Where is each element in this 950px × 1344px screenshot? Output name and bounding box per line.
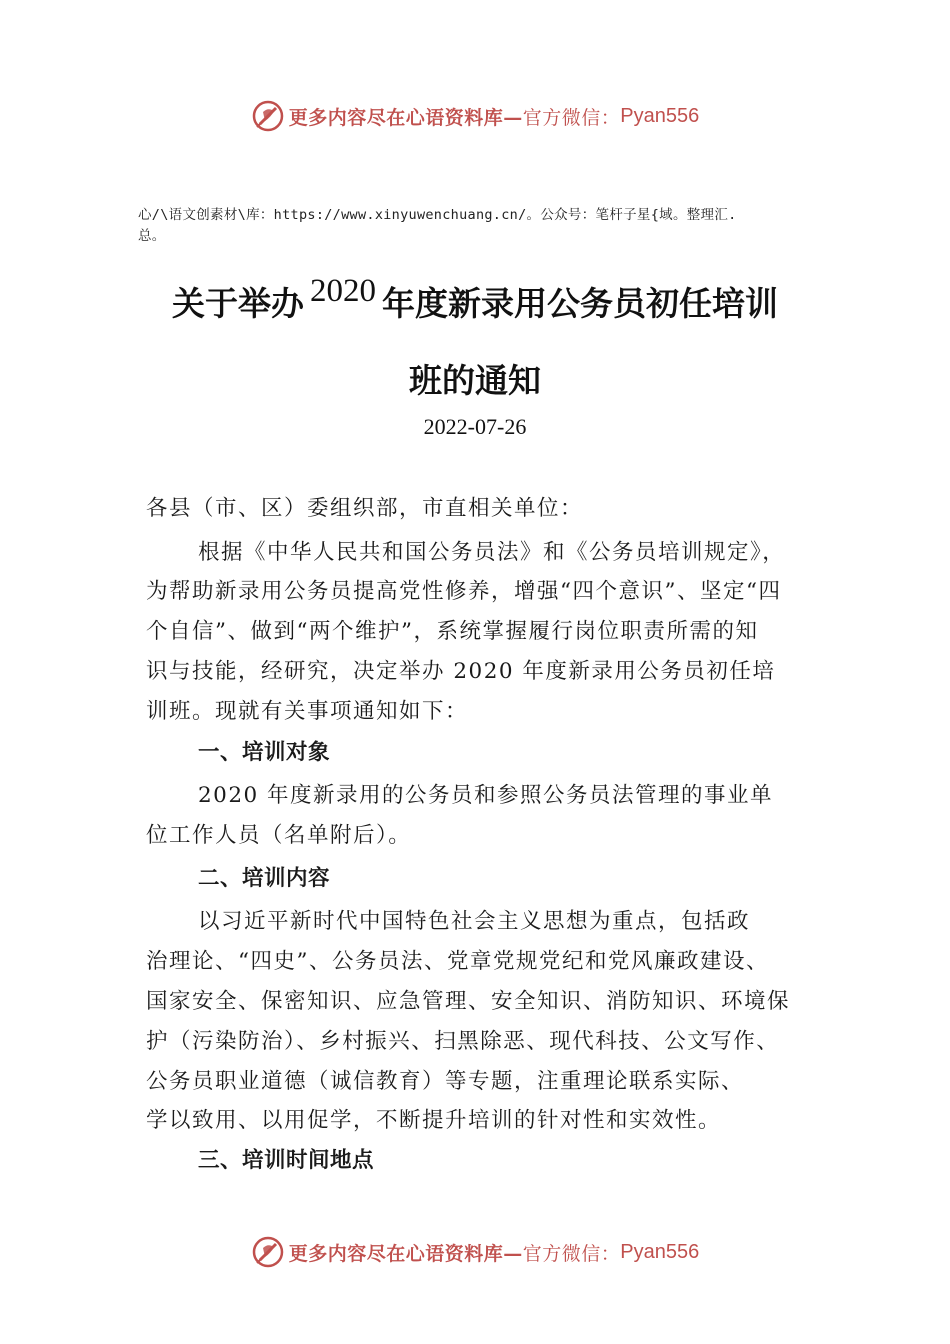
title-after: 年度新录用公务员初任培训	[382, 284, 778, 323]
source-note-line-1: 心/\语文创素材\库：https://www.xinyuwenchuang.cn/。公众号：笔杆子星{域。整理汇.	[138, 207, 737, 223]
watermark-id: Pyan556	[620, 1240, 700, 1263]
paragraph-line: 护（污染防治）、乡村振兴、扫黑除恶、现代科技、公文写作、	[146, 1029, 780, 1054]
watermark-text-2: 官方微信：	[522, 1242, 621, 1265]
watermark-text: 更多内容尽在心语资料库—	[288, 106, 523, 129]
watermark-banner-bottom	[0, 1232, 950, 1272]
source-note-line-2: 总。	[138, 228, 166, 244]
paragraph-line: 2020 年度新录用的公务员和参照公务员法管理的事业单	[198, 783, 774, 808]
document-date: 2022-07-26	[423, 414, 527, 439]
watermark-text-2: 官方微信：	[522, 106, 621, 129]
paragraph-line: 以习近平新时代中国特色社会主义思想为重点，包括政	[198, 909, 751, 934]
watermark-banner-top	[0, 96, 950, 136]
watermark-id: Pyan556	[620, 104, 700, 127]
paragraph-line: 公务员职业道德（诚信教育）等专题，注重理论联系实际、	[146, 1069, 745, 1094]
paragraph-line: 个自信”、做到“两个维护”，系统掌握履行岗位职责所需的知	[146, 619, 759, 644]
pen-logo-icon	[251, 99, 285, 133]
paragraph-line: 位工作人员（名单附后）。	[146, 823, 412, 848]
paragraph-line: 治理论、“四史”、公务员法、党章党规党纪和党风廉政建设、	[146, 949, 769, 974]
document-title-line-2: 班的通知	[409, 361, 541, 400]
section-heading: 一、培训对象	[198, 740, 331, 765]
title-year: 2020	[310, 273, 376, 309]
paragraph-line: 为帮助新录用公务员提高党性修养，增强“四个意识”、坚定“四	[146, 579, 782, 604]
paragraph-line: 根据《中华人民共和国公务员法》和《公务员培训规定》，	[198, 540, 786, 565]
title-before: 关于举办	[172, 284, 304, 323]
document-title	[100, 273, 850, 325]
source-note	[138, 205, 838, 247]
pen-logo-icon	[251, 1235, 285, 1269]
section-heading: 三、培训时间地点	[198, 1148, 375, 1173]
salutation: 各县（市、区）委组织部，市直相关单位：	[146, 496, 584, 521]
section-heading: 二、培训内容	[198, 866, 331, 891]
paragraph-line: 训班。现就有关事项通知如下：	[146, 699, 469, 724]
paragraph-line: 学以致用、以用促学，不断提升培训的针对性和实效性。	[146, 1108, 722, 1133]
paragraph-line: 国家安全、保密知识、应急管理、安全知识、消防知识、环境保	[146, 989, 791, 1014]
watermark-text: 更多内容尽在心语资料库—	[288, 1242, 523, 1265]
paragraph-line: 识与技能，经研究，决定举办 2020 年度新录用公务员初任培	[146, 659, 776, 684]
